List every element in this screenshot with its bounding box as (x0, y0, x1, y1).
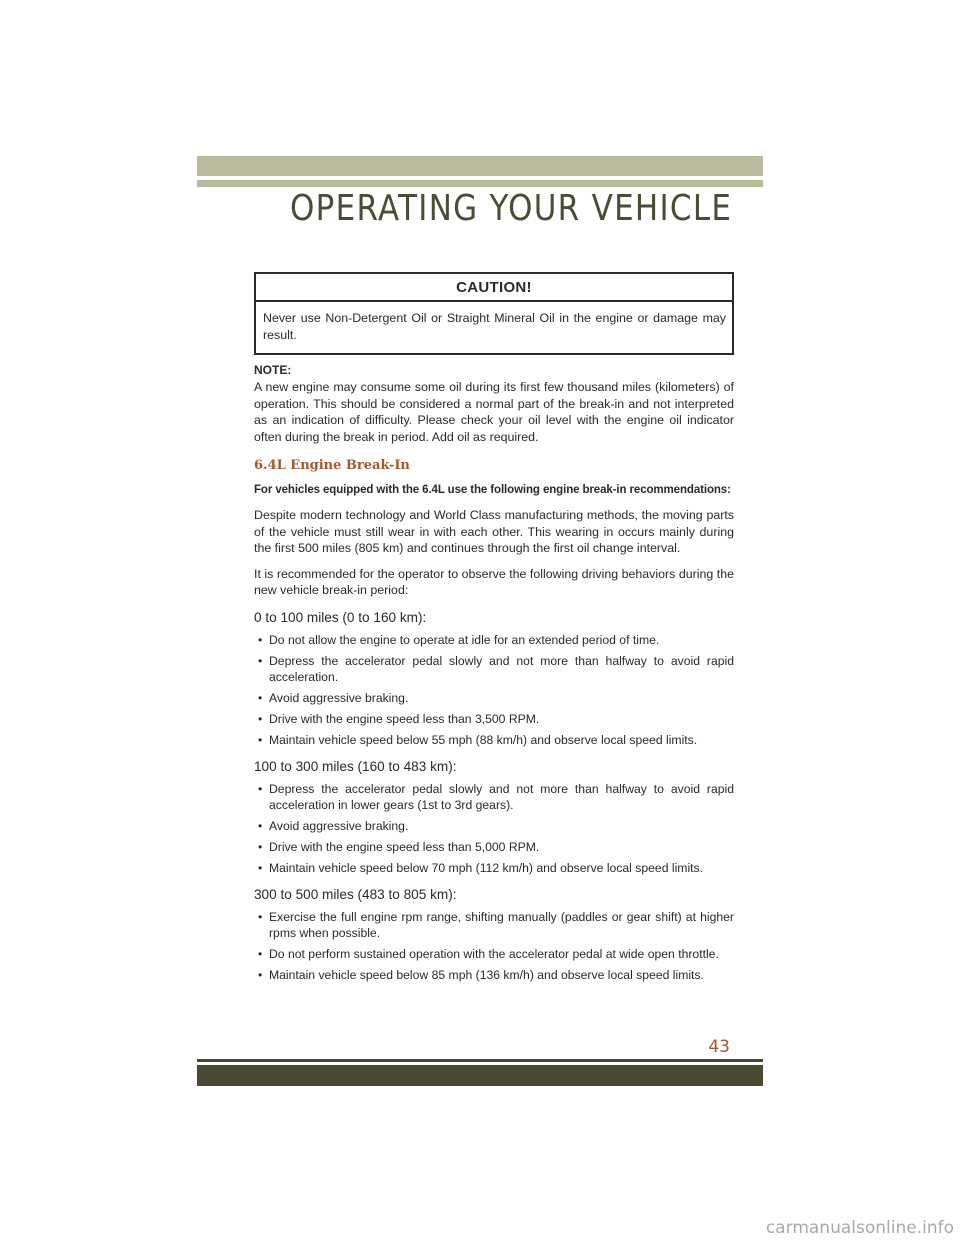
bullet-list (254, 909, 734, 983)
list-item: • Avoid aggressive braking. (258, 818, 409, 833)
bullet-icon: • (258, 653, 263, 668)
list-item: • Do not allow the engine to operate at idle for an extended period of time. (258, 632, 660, 647)
list-item: • Depress the accelerator pedal slowly and not more than halfway to avoid rapid acceleration. (258, 653, 734, 684)
header-rule (197, 180, 763, 187)
list-item: • Exercise the full engine rpm range, shifting manually (paddles or gear shift) at higher rpms when possible. (258, 909, 734, 940)
bullet-icon: • (258, 946, 263, 961)
section-intro: For vehicles equipped with the 6.4L use the following engine break-in recommendations: (254, 484, 731, 496)
bullet-list (254, 632, 734, 748)
range-1 (254, 758, 734, 876)
bullet-icon: • (258, 690, 263, 705)
section-heading: 6.4L Engine Break-In (254, 458, 410, 473)
list-item: • Maintain vehicle speed below 85 mph (136 km/h) and observe local speed limits. (258, 967, 704, 982)
bullet-icon: • (258, 860, 263, 875)
footer-band (197, 1065, 763, 1086)
range-0 (254, 609, 734, 748)
list-item: • Drive with the engine speed less than 3,500 RPM. (258, 711, 540, 726)
range-heading: 300 to 500 miles (483 to 805 km): (254, 886, 457, 902)
note-label: NOTE: (254, 363, 292, 377)
list-item: • Depress the accelerator pedal slowly and not more than halfway to avoid rapid acceleration in lower gears (1st to 3rd gears). (258, 781, 734, 812)
list-item: • Avoid aggressive braking. (258, 690, 409, 705)
watermark: carmanualsonline.info (765, 1218, 954, 1238)
bullet-icon: • (258, 839, 263, 854)
page-number: 43 (708, 1037, 730, 1057)
footer-rule (197, 1059, 763, 1062)
range-2 (254, 886, 734, 983)
range-heading: 0 to 100 miles (0 to 160 km): (254, 609, 427, 625)
bullet-icon: • (258, 632, 263, 647)
paragraph: It is recommended for the operator to observe the following driving behaviors during the new vehicle break-in period: (254, 566, 734, 597)
caution-text: Never use Non-Detergent Oil or Straight Mineral Oil in the engine or damage may result. (263, 311, 726, 342)
bullet-icon: • (258, 732, 263, 747)
caution-title: CAUTION! (256, 274, 732, 302)
page-content (254, 272, 734, 988)
list-item: • Drive with the engine speed less than 5,000 RPM. (258, 839, 540, 854)
bullet-icon: • (258, 711, 263, 726)
caution-box (254, 272, 734, 355)
bullet-icon: • (258, 967, 263, 982)
bullet-icon: • (258, 818, 263, 833)
list-item: • Do not perform sustained operation with the accelerator pedal at wide open throttle. (258, 946, 719, 961)
section-title: OPERATING YOUR VEHICLE (289, 188, 732, 229)
list-item: • Maintain vehicle speed below 70 mph (112 km/h) and observe local speed limits. (258, 860, 704, 875)
bullet-icon: • (258, 909, 263, 924)
bullet-icon: • (258, 781, 263, 796)
range-heading: 100 to 300 miles (160 to 483 km): (254, 758, 457, 774)
bullet-list (254, 781, 734, 876)
paragraph: Despite modern technology and World Class manufacturing methods, the moving parts of the vehicle must still wear in with each other. This wearing in occurs mainly during the first 500 miles (805 km) and continues through the first oil change interval. (254, 508, 734, 555)
note-text: A new engine may consume some oil during its first few thousand miles (kilometers) of operation. This should be considered a normal part of the break-in and not interpreted as an indication of difficulty. Please check your oil level with the engine oil indicator often during the break in period. Add oil as required. (254, 380, 734, 444)
header-band (197, 156, 763, 176)
list-item: • Maintain vehicle speed below 55 mph (88 km/h) and observe local speed limits. (258, 732, 698, 747)
